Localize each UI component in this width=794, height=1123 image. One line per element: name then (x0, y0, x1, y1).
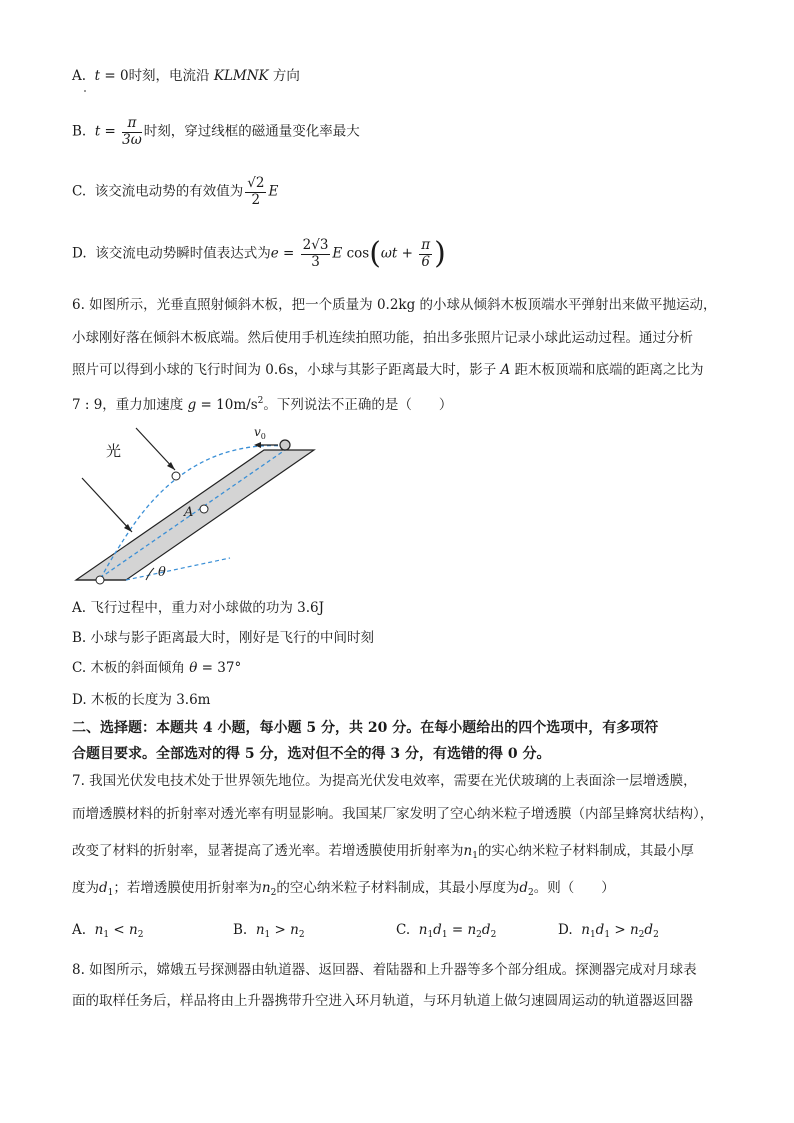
q7-stem-line-4: 度为$d_1$；若增透膜使用折射率为$n_2$的空心纳米粒子材料制成，其最小厚度为$d_2$。则（ ） (72, 880, 615, 898)
q5-option-a: A. t = 0时刻，电流沿 KLMNK 方向 (72, 68, 300, 84)
q7-stem-line-2: 而增透膜材料的折射率对透光率有明显影响。我国某厂家发明了空心纳米粒子增透膜（内部呈蜂窝状结构）， (72, 806, 714, 822)
q5-option-c: C. 该交流电动势的有效值为 $\frac{√2}{2}$ E (72, 175, 279, 208)
q6-option-c: C. 木板的斜面倾角 θ = 37° (72, 660, 242, 676)
ball-midflight (172, 472, 180, 480)
q6-stem-line-2: 小球刚好落在倾斜木板底端。然后使用手机连续拍照功能，拍出多张照片记录小球此运动过程。通过分析 (72, 330, 693, 346)
label-light: 光 (106, 442, 122, 460)
q6-option-a: A. 飞行过程中，重力对小球做的功为 3.6J (72, 600, 325, 616)
theta-arc (146, 568, 154, 580)
label-v0: $v_0$ (254, 425, 266, 441)
q7-stem-line-1: 7. 我国光伏发电技术处于世界领先地位。为提高光伏发电效率，需要在光伏玻璃的上表面涂一层增透膜， (72, 773, 697, 789)
label-a: A (184, 505, 194, 520)
label-theta: θ (158, 565, 166, 580)
q7-option-d: D. $n_1d_1 > n_2d_2$ (558, 922, 659, 940)
ball (280, 440, 290, 450)
light-ray-1 (82, 478, 132, 532)
q6-option-b: B. 小球与影子距离最大时，刚好是飞行的中间时刻 (72, 630, 375, 646)
shadow-a (200, 505, 208, 513)
section-2-line-1: 二、选择题：本题共 4 小题，每小题 5 分，共 20 分。在每小题给出的四个选项中，有多项符 (72, 720, 659, 736)
inclined-board (76, 450, 314, 580)
q8-stem-line-2: 面的取样任务后，样品将由上升器携带升空进入环月轨道，与环月轨道上做匀速圆周运动的轨道器返回器 (72, 993, 693, 1009)
section-2-line-2: 合题目要求。全部选对的得 5 分，选对但不全的得 3 分，有选错的得 0 分。 (72, 746, 551, 762)
q7-option-c: C. $n_1d_1 = n_2d_2$ (396, 922, 497, 940)
q6-option-d: D. 木板的长度为 3.6m (72, 692, 211, 708)
q6-stem-line-1: 6. 如图所示，光垂直照射倾斜木板，把一个质量为 0.2kg 的小球从倾斜木板顶端水平弹射出来做平抛运动， (72, 297, 717, 313)
q5-option-b: B. t = $\frac{\pi}{3\omega}$ 时刻，穿过线框的磁通量变化率最大 (72, 115, 360, 148)
q8-stem-line-1: 8. 如图所示，嫦娥五号探测器由轨道器、返回器、着陆器和上升器等多个部分组成。探测器完成对月球表 (72, 962, 697, 978)
q6-stem-line-4: 7 : 9，重力加速度 $g = 10m/s^2$。下列说法不正确的是（ ） (72, 396, 453, 413)
q5-option-d: D. 该交流电动势瞬时值表达式为e = $\frac{2√3}{3}$ E cos(ωt + $\frac{\pi}{6}$ ) (72, 236, 446, 271)
ball-bottom (96, 576, 104, 584)
stray-dot (84, 90, 86, 92)
light-ray-2 (136, 428, 175, 470)
q6-figure (70, 420, 330, 590)
q6-stem-line-3: 照片可以得到小球的飞行时间为 0.6s，小球与其影子距离最大时，影子 A 距木板顶端和底端的距离之比为 (72, 362, 704, 378)
q7-option-b: B. $n_1 > n_2$ (233, 922, 305, 940)
q7-option-a: A. $n_1 < n_2$ (72, 922, 144, 940)
q7-stem-line-3: 改变了材料的折射率，显著提高了透光率。若增透膜使用折射率为$n_1$的实心纳米粒子材料制成，其最小厚 (72, 843, 694, 861)
